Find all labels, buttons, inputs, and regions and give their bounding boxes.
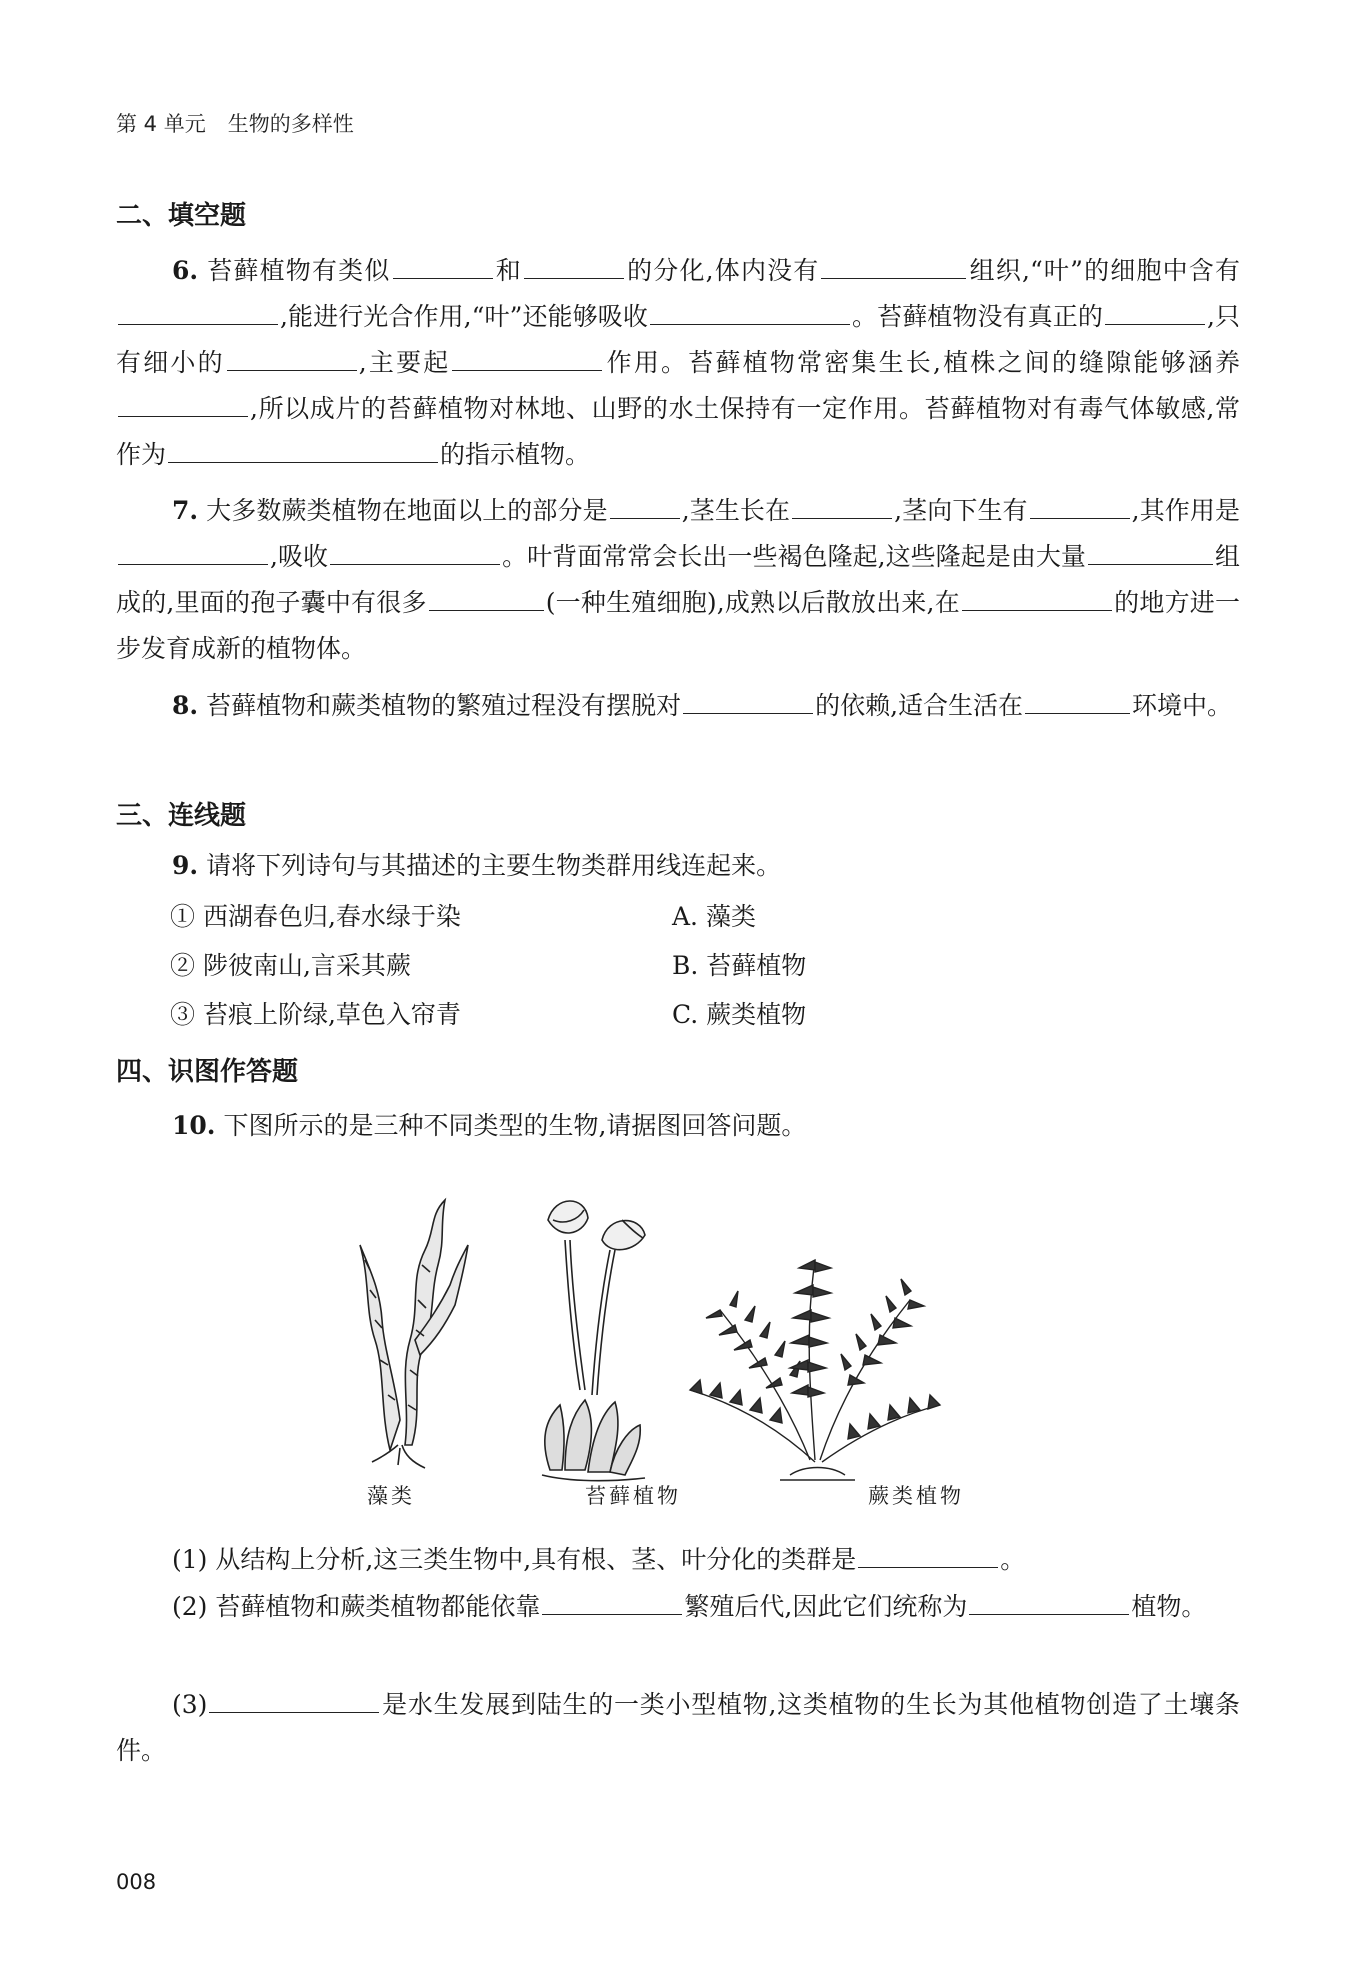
q10-sub3-text: 造了土壤条件。 xyxy=(116,1690,1240,1765)
q10-prompt: 下图所示的是三种不同类型的生物,请据图回答问题。 xyxy=(223,1111,807,1140)
answer-blank[interactable] xyxy=(962,588,1112,611)
question-10 xyxy=(116,1103,1240,1149)
q6-text: ,只有细小的 xyxy=(116,302,1240,377)
answer-blank[interactable] xyxy=(209,1690,379,1713)
q6-text: 苔藓植物对有毒气体敏感,常作为 xyxy=(116,394,1241,469)
figure-label-algae: 藻类 xyxy=(367,1484,415,1508)
q10-sub2-text: 繁殖后代,因此它们统称为 xyxy=(684,1592,968,1621)
q8-text: 的依赖,适合生活在 xyxy=(815,691,1024,720)
q6-text: ,主要起 xyxy=(358,348,451,377)
question-7 xyxy=(116,488,1240,672)
q7-text: 的地方进一步发育成新的植物体。 xyxy=(116,588,1240,663)
fern-frond-right xyxy=(841,1279,924,1385)
q6-number: 6. xyxy=(172,256,199,285)
answer-blank[interactable] xyxy=(393,256,493,279)
question-6 xyxy=(116,248,1240,478)
q6-text: 之间的缝隙能够涵养 xyxy=(997,348,1240,377)
plant-figure xyxy=(310,1190,1030,1520)
q8-text: 环境中。 xyxy=(1132,691,1233,720)
answer-blank[interactable] xyxy=(1105,302,1205,325)
q6-text: 。苔藓植物没有真正 xyxy=(851,302,1078,331)
answer-blank[interactable] xyxy=(792,496,892,519)
match-row xyxy=(170,995,870,1035)
q7-text: 组成的,里面的孢子囊中有很多 xyxy=(116,542,1240,617)
q7-number: 7. xyxy=(172,496,199,525)
figure-label-fern: 蕨类植物 xyxy=(868,1484,964,1508)
group-item[interactable]: C. 蕨类植物 xyxy=(672,1000,807,1029)
answer-blank[interactable] xyxy=(1088,542,1213,565)
q10-sub1 xyxy=(116,1537,1240,1583)
answer-blank[interactable] xyxy=(452,348,602,371)
group-item[interactable]: A. 藻类 xyxy=(672,902,756,931)
poem-item[interactable]: ① 西湖春色归,春水绿于染 xyxy=(170,902,461,931)
q10-sub3-text: 是水生发展到陆生的一类小型植物,这类植物的生长为其他植物创 xyxy=(381,1690,1112,1719)
answer-blank[interactable] xyxy=(227,348,357,371)
q6-text: 中含有 xyxy=(1162,256,1240,285)
q6-text: 组织,“叶”的细胞 xyxy=(968,256,1163,285)
question-9 xyxy=(116,843,1240,889)
q7-text: 大多数蕨类植物在地面以上的部分是 xyxy=(206,496,608,525)
answer-blank[interactable] xyxy=(429,588,544,611)
q7-text: ,茎生长在 xyxy=(681,496,791,525)
q6-text: 的 xyxy=(1077,302,1103,331)
q7-text: ,茎向下生有 xyxy=(894,496,1028,525)
unit-label: 第 4 单元 xyxy=(116,112,206,136)
answer-blank[interactable] xyxy=(524,256,624,279)
q7-text: ,吸收 xyxy=(270,542,329,571)
q9-prompt: 请将下列诗句与其描述的主要生物类群用线连起来。 xyxy=(206,851,782,880)
q10-sub2-text: 植物。 xyxy=(1131,1592,1207,1621)
q7-text: 来,在 xyxy=(901,588,960,617)
q7-text: 其作用是 xyxy=(1139,496,1240,525)
match-row xyxy=(170,946,870,986)
section-matching-title: 三、连线题 xyxy=(116,801,247,831)
q10-sub1-text: (1) 从结构上分析,这三类生物中,具有根、茎、叶分化的类群是 xyxy=(172,1545,857,1574)
answer-blank[interactable] xyxy=(969,1592,1129,1615)
answer-blank[interactable] xyxy=(118,302,278,325)
unit-title: 生物的多样性 xyxy=(227,112,354,136)
q10-sub1-text: 。 xyxy=(1000,1545,1026,1574)
moss-illustration xyxy=(542,1201,645,1481)
match-row xyxy=(170,897,870,937)
answer-blank[interactable] xyxy=(330,542,500,565)
fern-frond-low xyxy=(690,1380,940,1439)
group-item[interactable]: B. 苔藓植物 xyxy=(672,951,807,980)
answer-blank[interactable] xyxy=(1030,496,1130,519)
answer-blank[interactable] xyxy=(168,440,438,463)
answer-blank[interactable] xyxy=(683,691,813,714)
q8-text: 苔藓植物和蕨类植物的繁殖过程没有摆脱对 xyxy=(206,691,682,720)
section-figure-title: 四、识图作答题 xyxy=(116,1057,299,1087)
q6-text: 的指示植物。 xyxy=(440,440,591,469)
q10-sub3 xyxy=(116,1682,1240,1774)
answer-blank[interactable] xyxy=(118,394,248,417)
figure-label-moss: 苔藓植物 xyxy=(585,1484,681,1508)
q10-sub2 xyxy=(116,1584,1240,1630)
q8-number: 8. xyxy=(172,691,199,720)
answer-blank[interactable] xyxy=(821,256,966,279)
q6-text: 苔藓植物有类似 xyxy=(207,256,391,285)
q10-number: 10. xyxy=(172,1111,216,1140)
question-8 xyxy=(116,683,1240,729)
answer-blank[interactable] xyxy=(542,1592,682,1615)
q7-text: , xyxy=(1131,496,1140,525)
poem-item[interactable]: ③ 苔痕上阶绿,草色入帘青 xyxy=(170,1000,461,1029)
answer-blank[interactable] xyxy=(1025,691,1130,714)
answer-blank[interactable] xyxy=(858,1545,998,1568)
poem-item[interactable]: ② 陟彼南山,言采其蕨 xyxy=(170,951,411,980)
q10-sub3-text: (3) xyxy=(172,1690,208,1719)
q7-text: 。叶背面常常会长出一些褐色隆起,这些隆起是 xyxy=(502,542,1011,571)
q7-text: 由大量 xyxy=(1010,542,1086,571)
q9-number: 9. xyxy=(172,851,199,880)
q7-text: (一种生殖细胞),成熟以后散放出 xyxy=(545,588,902,617)
q10-sub2-text: (2) 苔藓植物和蕨类植物都能依靠 xyxy=(172,1592,541,1621)
fern-frond-left xyxy=(706,1291,800,1388)
algae-illustration xyxy=(360,1200,468,1468)
q6-text: 作用。苔藓植物常密集生长,植株 xyxy=(604,348,998,377)
fern-illustration xyxy=(690,1260,940,1480)
answer-blank[interactable] xyxy=(610,496,680,519)
q6-text: ,所以成片的苔藓植物对林地、山野的水土保持有一定作用。 xyxy=(250,394,925,423)
q6-text: 和 xyxy=(494,256,522,285)
q6-text: ,能进行光合作用,“叶”还能够吸收 xyxy=(280,302,648,331)
section-fill-blank-title: 二、填空题 xyxy=(116,201,247,231)
answer-blank[interactable] xyxy=(118,542,268,565)
page-number: 008 xyxy=(116,1870,157,1894)
q6-text: 的分化,体内没有 xyxy=(625,256,820,285)
page-header xyxy=(116,108,354,138)
answer-blank[interactable] xyxy=(650,302,850,325)
